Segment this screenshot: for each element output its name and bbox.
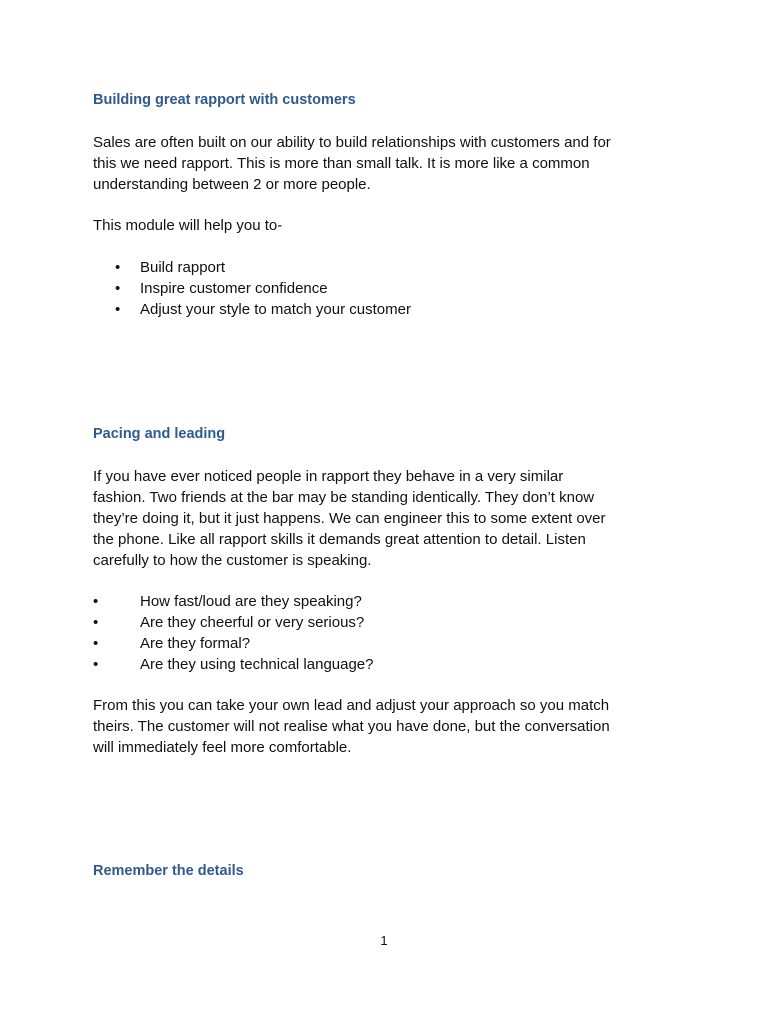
text-line: This module will help you to- <box>93 217 283 234</box>
section-heading-building-rapport: Building great rapport with customers <box>93 92 356 108</box>
text-line: carefully to how the customer is speaking. <box>93 552 372 569</box>
bullet-icon: • <box>115 280 121 297</box>
text-line: this we need rapport. This is more than small talk. It is more like a common <box>93 155 590 172</box>
bullet-icon: • <box>115 259 121 276</box>
closing-paragraph <box>93 695 693 758</box>
text-line: the phone. Like all rapport skills it demands great attention to detail. Listen <box>93 531 586 548</box>
bullet-icon: • <box>93 614 99 631</box>
bullet-icon: • <box>93 635 99 652</box>
bullet-icon: • <box>93 656 99 673</box>
bullet-icon: • <box>115 301 121 318</box>
text-line: they’re doing it, but it just happens. We can engineer this to some extent over <box>93 510 606 527</box>
list-item: • How fast/loud are they speaking? <box>93 593 362 610</box>
text-line: Sales are often built on our ability to build relationships with customers and for <box>93 134 611 151</box>
list-item: • Are they using technical language? <box>93 656 374 673</box>
section-heading-remember-details: Remember the details <box>93 863 244 879</box>
text-line: From this you can take your own lead and adjust your approach so you match <box>93 697 610 714</box>
listening-questions-list <box>93 591 374 675</box>
list-item: • Are they cheerful or very serious? <box>93 614 365 631</box>
text-line: theirs. The customer will not realise what you have done, but the conversation <box>93 718 610 735</box>
module-intro-text <box>93 215 693 236</box>
module-goals-list <box>93 257 411 320</box>
list-item: • Build rapport <box>115 259 226 276</box>
text-line: understanding between 2 or more people. <box>93 176 371 193</box>
pacing-paragraph <box>93 466 693 571</box>
text-line: will immediately feel more comfortable. <box>93 739 352 756</box>
intro-paragraph <box>93 132 693 195</box>
section-heading-pacing-leading: Pacing and leading <box>93 426 226 442</box>
text-line: fashion. Two friends at the bar may be standing identically. They don’t know <box>93 489 595 506</box>
list-item: • Adjust your style to match your customer <box>115 301 411 318</box>
list-item: • Inspire customer confidence <box>115 280 328 297</box>
text-line: If you have ever noticed people in rapport they behave in a very similar <box>93 468 564 485</box>
list-item: • Are they formal? <box>93 635 251 652</box>
bullet-icon: • <box>93 593 99 610</box>
page-number: 1 <box>380 933 388 948</box>
